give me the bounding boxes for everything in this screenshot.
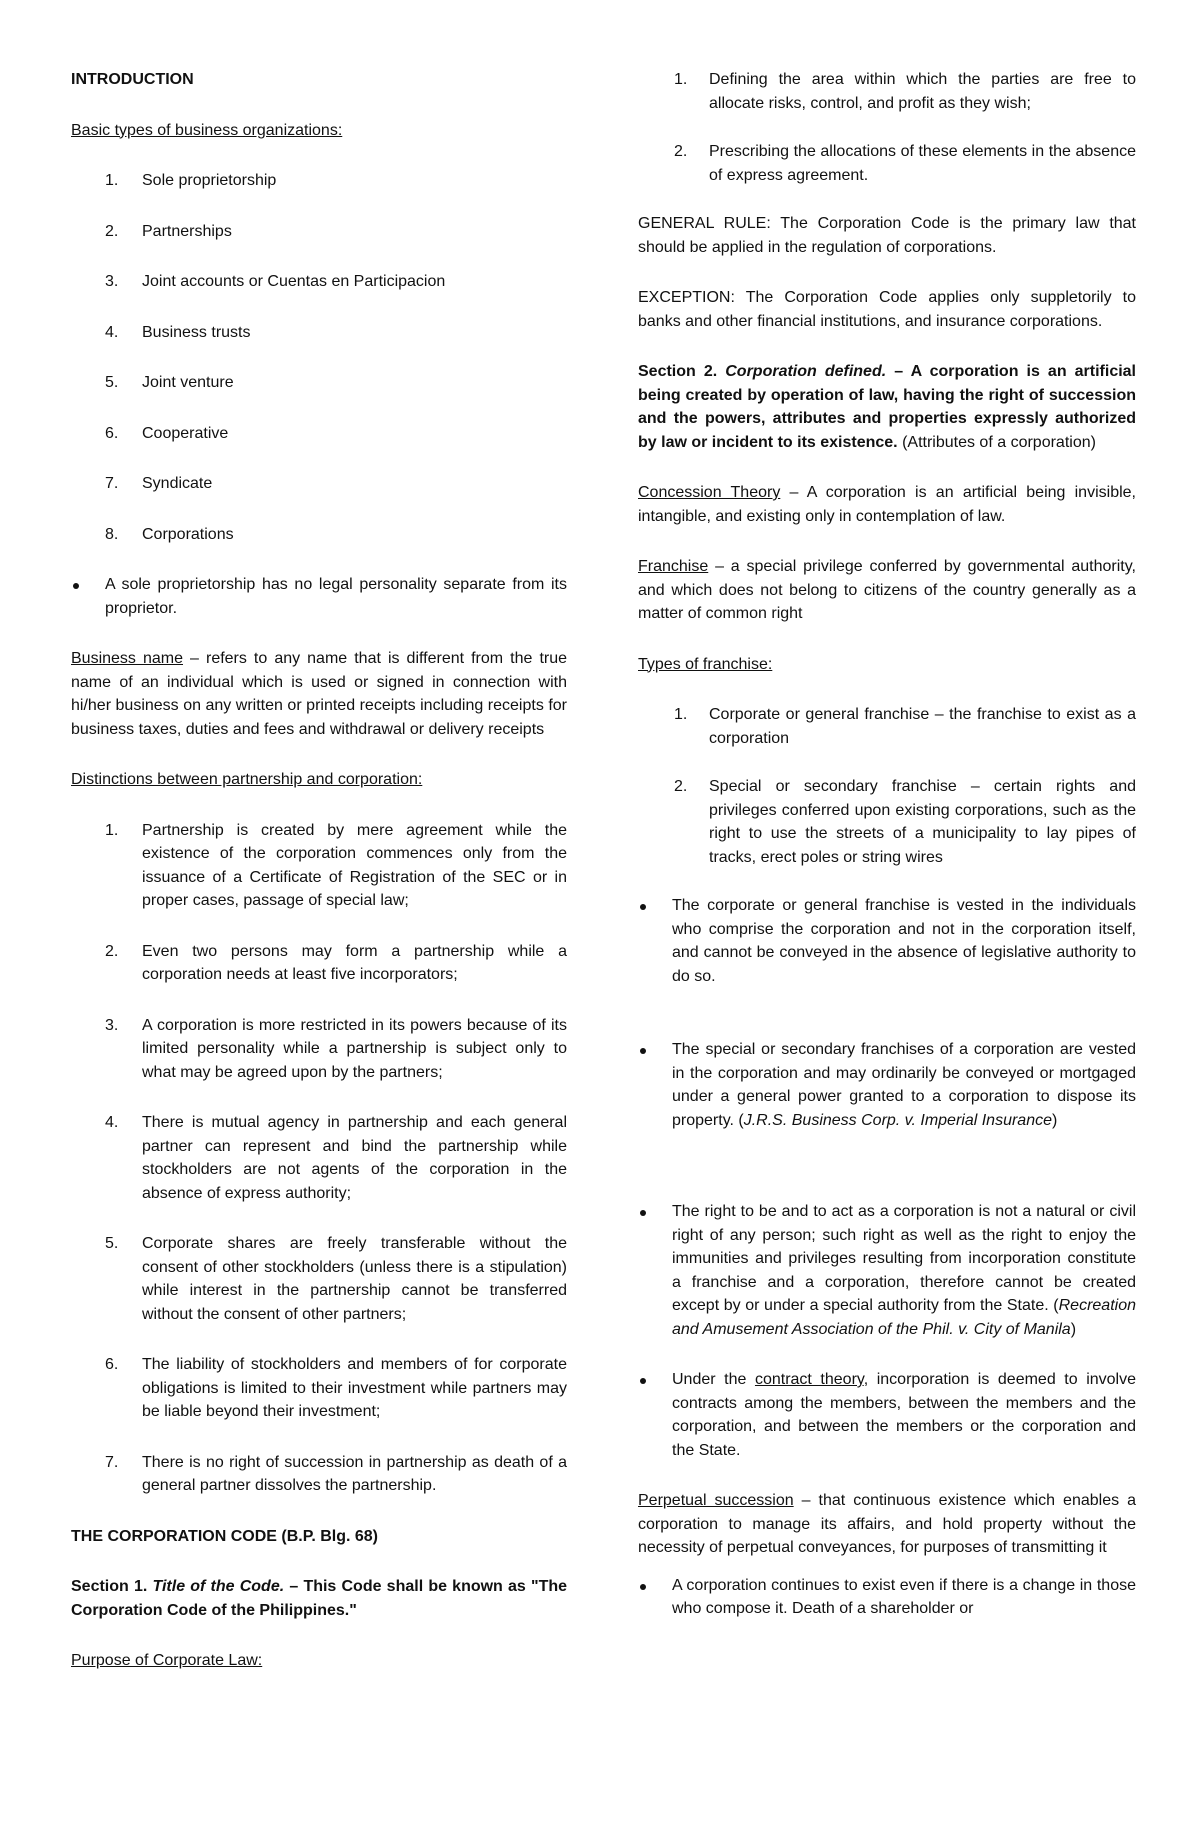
franchise-definition: Franchise – a special privilege conferred by governmental authority, and which does not belong to citizens of the country generally as a matter of common right (638, 558, 1136, 622)
list-item: 7. Syndicate (105, 475, 213, 492)
types-heading: Basic types of business organizations: (71, 121, 343, 139)
bullet-special-franchise: The special or secondary franchises of a corporation are vested in the corporation and may ordinarily be conveyed or mortgaged under a general power granted to a corporation to dispose its property. (J.R.S. Business Corp. v. Imperial Insurance) (638, 1038, 1136, 1132)
intro-heading: INTRODUCTION (71, 71, 194, 88)
list-item: 1. Sole proprietorship (105, 172, 277, 189)
franchise-types-heading: Types of franchise: (638, 655, 773, 673)
purposes-list (638, 68, 1136, 187)
bullet-right-to-be-corporation: The right to be and to act as a corporation is not a natural or civil right of any person; such right as well as the right to enjoy the immunities and privileges resulting from incorporation constitute a franchise and a corporation, therefore cannot be created except by or under a special authority from the State. (Recreation and Amusement Association of the Phil. v. City of Manila) (638, 1200, 1136, 1341)
concession-theory: Concession Theory – A corporation is an artificial being invisible, intangible, and existing only in contemplation of law. (638, 484, 1136, 525)
bullet-sole-proprietorship: A sole proprietorship has no legal personality separate from its proprietor. (71, 573, 567, 620)
left-column (71, 68, 567, 1700)
section-1: Section 1. Title of the Code. – This Code shall be known as "The Corporation Code of the Philippines." (71, 1578, 568, 1619)
bullet-icon (640, 1210, 646, 1216)
list-item: 1. Defining the area within which the parties are free to allocate risks, control, and profit as they wish; (674, 71, 1136, 112)
list-item: 1. Partnership is created by mere agreement while the existence of the corporation commences only from the issuance of a Certificate of Registration of the SEC or in proper cases, passage of special law; (105, 821, 567, 909)
list-item: 2. Prescribing the allocations of these elements in the absence of express agreement. (674, 143, 1136, 184)
right-column (638, 68, 1136, 1648)
list-item: 8. Corporations (105, 525, 234, 543)
list-item: 4. There is mutual agency in partnership and each general partner can represent and bind the partnership while stockholders are not agents of the corporation in the absence of express authority; (105, 1114, 567, 1202)
bullet-icon (73, 583, 79, 589)
list-item: 2. Even two persons may form a partnership while a corporation needs at least five incorporators; (105, 942, 567, 983)
bullet-contract-theory: Under the contract theory, incorporation is deemed to involve contracts among the members, between the members and the corporation, and between the members or the corporation and the State. (638, 1368, 1136, 1462)
code-heading: THE CORPORATION CODE (B.P. Blg. 68) (71, 1527, 378, 1545)
list-item: 2. Special or secondary franchise – certain rights and privileges conferred upon existing corporations, such as the right to use the streets of a municipality to lay pipes of tracks, erect poles or string wires (674, 778, 1136, 866)
purpose-heading: Purpose of Corporate Law: (71, 1652, 263, 1669)
types-list (71, 169, 567, 546)
bullet-icon (640, 1048, 646, 1054)
section-2: Section 2. Corporation defined. – A corporation is an artificial being created by operation of law, having the right of succession and the powers, attributes and properties expressly authorized by law or incident to its existence. (Attributes of a corporation) (638, 363, 1137, 451)
franchise-types-list (638, 703, 1136, 869)
business-name-definition: Business name – refers to any name that is different from the true name of an individual which is used or signed in connection with hi/her business on any written or printed receipts including receipts for business taxes, duties and fees and withdrawal or delivery receipts (71, 650, 568, 738)
exception: EXCEPTION: The Corporation Code applies only suppletorily to banks and other financial institutions, and insurance corporations. (638, 289, 1136, 330)
perpetual-succession: Perpetual succession – that continuous existence which enables a corporation to manage its affairs, and hold property without the necessity of perpetual conveyances, for purposes of transmitting it (638, 1492, 1136, 1556)
list-item: 4. Business trusts (105, 323, 251, 341)
list-item: 1. Corporate or general franchise – the franchise to exist as a corporation (674, 706, 1136, 747)
distinctions-list (71, 819, 567, 1498)
list-item: 7. There is no right of succession in partnership as death of a general partner dissolves the partnership. (105, 1453, 567, 1494)
list-item: 6. Cooperative (105, 424, 229, 442)
list-item: 5. Corporate shares are freely transferable without the consent of other stockholders (unless there is a stipulation) while interest in the partnership cannot be transferred without the consent of other partners; (105, 1235, 567, 1323)
bullet-continues-to-exist: A corporation continues to exist even if there is a change in those who compose it. Death of a shareholder or (638, 1574, 1136, 1621)
bullet-icon (640, 1584, 646, 1590)
bullet-icon (640, 904, 646, 910)
list-item: 6. The liability of stockholders and members of for corporate obligations is limited to their investment while partners may be liable beyond their investment; (105, 1356, 567, 1420)
list-item: 2. Partnerships (105, 222, 232, 240)
list-item: 3. A corporation is more restricted in its powers because of its limited personality while a partnership is subject only to what may be agreed upon by the partners; (105, 1016, 567, 1081)
list-item: 3. Joint accounts or Cuentas en Participacion (105, 273, 446, 290)
distinctions-heading: Distinctions between partnership and corporation: (71, 771, 423, 788)
bullet-general-franchise: The corporate or general franchise is vested in the individuals who comprise the corporation and not in the corporation itself, and cannot be conveyed in the absence of legislative authority to do so. (638, 894, 1136, 988)
bullet-icon (640, 1378, 646, 1384)
list-item: 5. Joint venture (105, 374, 234, 391)
general-rule: GENERAL RULE: The Corporation Code is the primary law that should be applied in the regulation of corporations. (638, 215, 1136, 256)
